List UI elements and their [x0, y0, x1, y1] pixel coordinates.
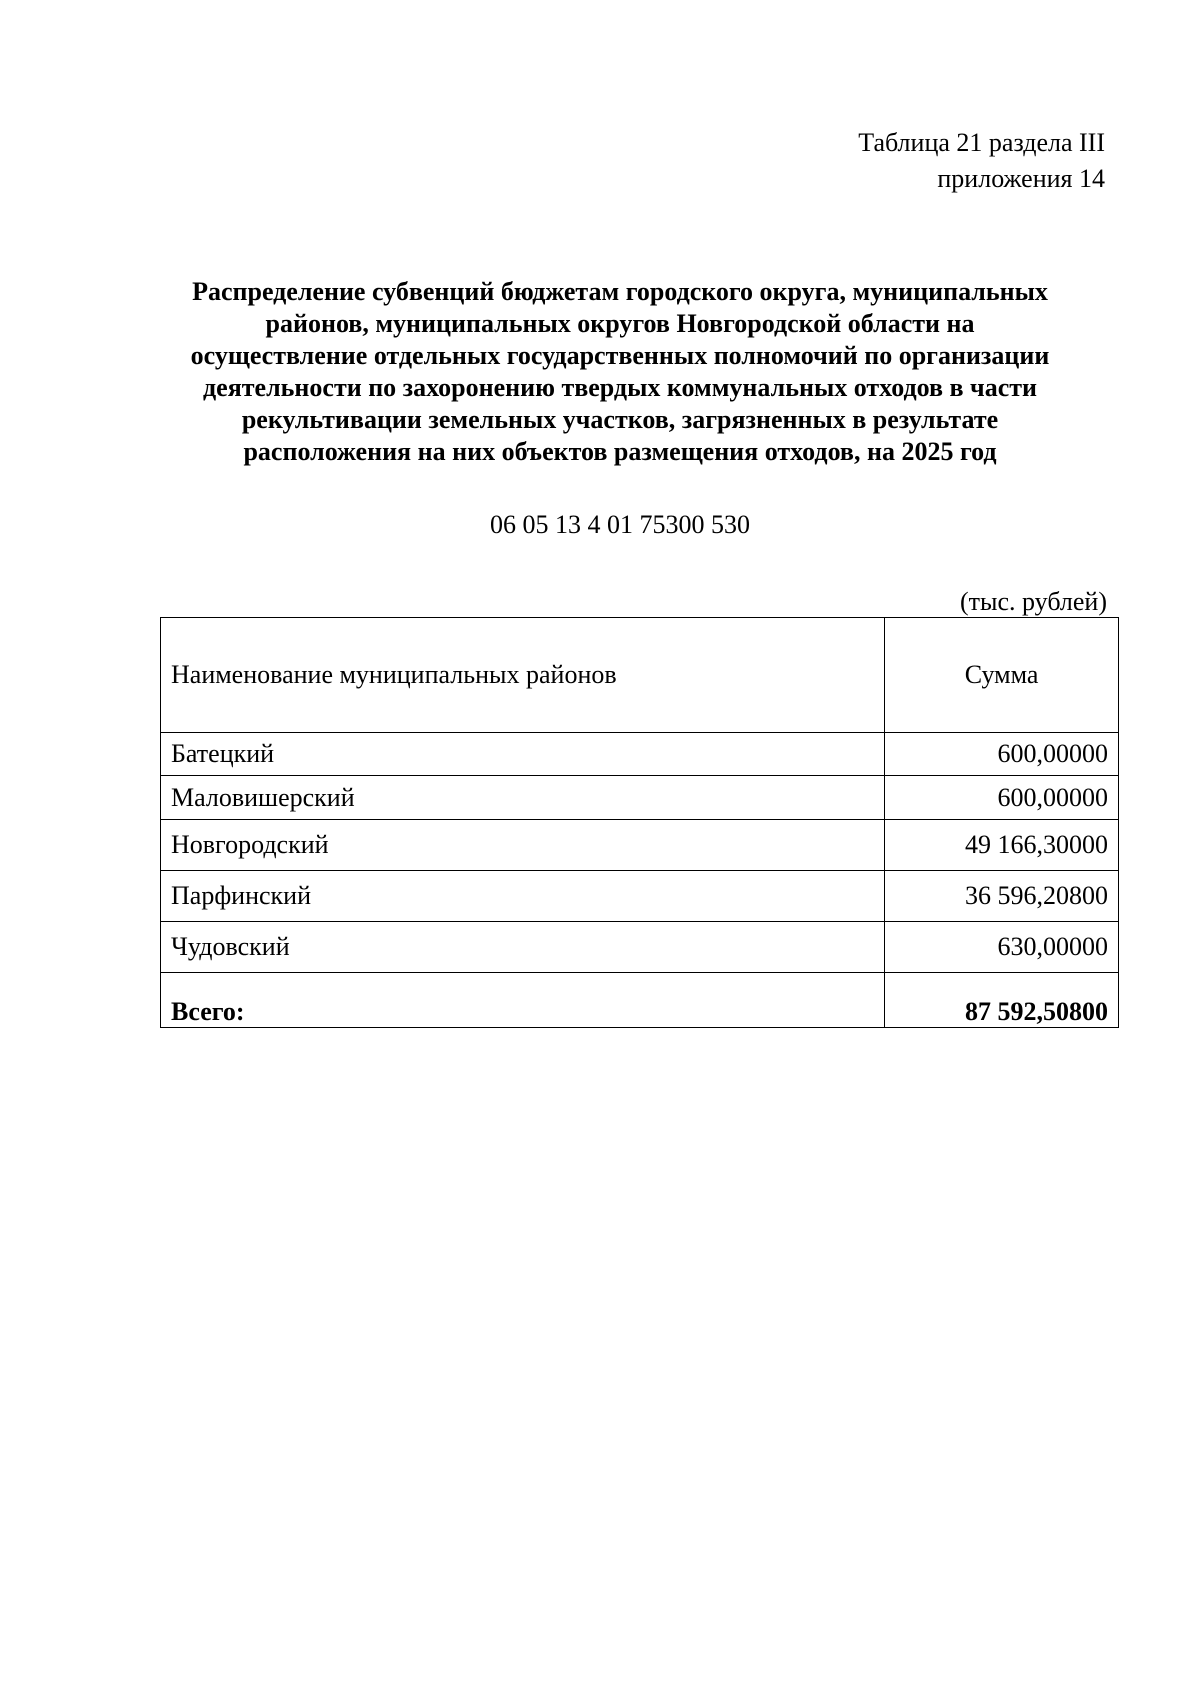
district-sum: 600,00000	[885, 733, 1119, 776]
total-label: Всего:	[161, 973, 885, 1028]
district-name: Чудовский	[161, 922, 885, 973]
total-sum: 87 592,50800	[885, 973, 1119, 1028]
district-name: Парфинский	[161, 871, 885, 922]
table-row	[161, 871, 1119, 922]
distribution-table	[160, 617, 1119, 1028]
table-row	[161, 733, 1119, 776]
column-header-name: Наименование муниципальных районов	[161, 618, 885, 733]
title-line-5: рекультивации земельных участков, загрязненных в результате	[241, 405, 999, 434]
column-header-sum: Сумма	[885, 618, 1119, 733]
district-sum: 36 596,20800	[885, 871, 1119, 922]
title-line-4: деятельности по захоронению твердых коммунальных отходов в части	[203, 373, 1037, 402]
title-line-6: расположения на них объектов размещения отходов, на 2025 год	[243, 437, 997, 466]
table-reference-line-1: Таблица 21 раздела III	[858, 128, 1105, 157]
table-row	[161, 922, 1119, 973]
table-row	[161, 820, 1119, 871]
table-header-row	[161, 618, 1119, 733]
title-line-3: осуществление отдельных государственных полномочий по организации	[190, 341, 1050, 370]
document-title	[150, 276, 1090, 468]
title-line-1: Распределение субвенций бюджетам городского округа, муниципальных	[192, 277, 1048, 306]
district-sum: 49 166,30000	[885, 820, 1119, 871]
district-name: Новгородский	[161, 820, 885, 871]
district-name: Батецкий	[161, 733, 885, 776]
budget-classification-code: 06 05 13 4 01 75300 530	[490, 510, 750, 539]
table-reference	[858, 125, 1105, 197]
table-reference-line-2: приложения 14	[937, 164, 1105, 193]
units-label: (тыс. рублей)	[959, 587, 1107, 616]
district-sum: 600,00000	[885, 776, 1119, 820]
title-line-2: районов, муниципальных округов Новгородской области на	[265, 309, 975, 338]
district-name: Маловишерский	[161, 776, 885, 820]
district-sum: 630,00000	[885, 922, 1119, 973]
table-row	[161, 776, 1119, 820]
table-total-row	[161, 973, 1119, 1028]
